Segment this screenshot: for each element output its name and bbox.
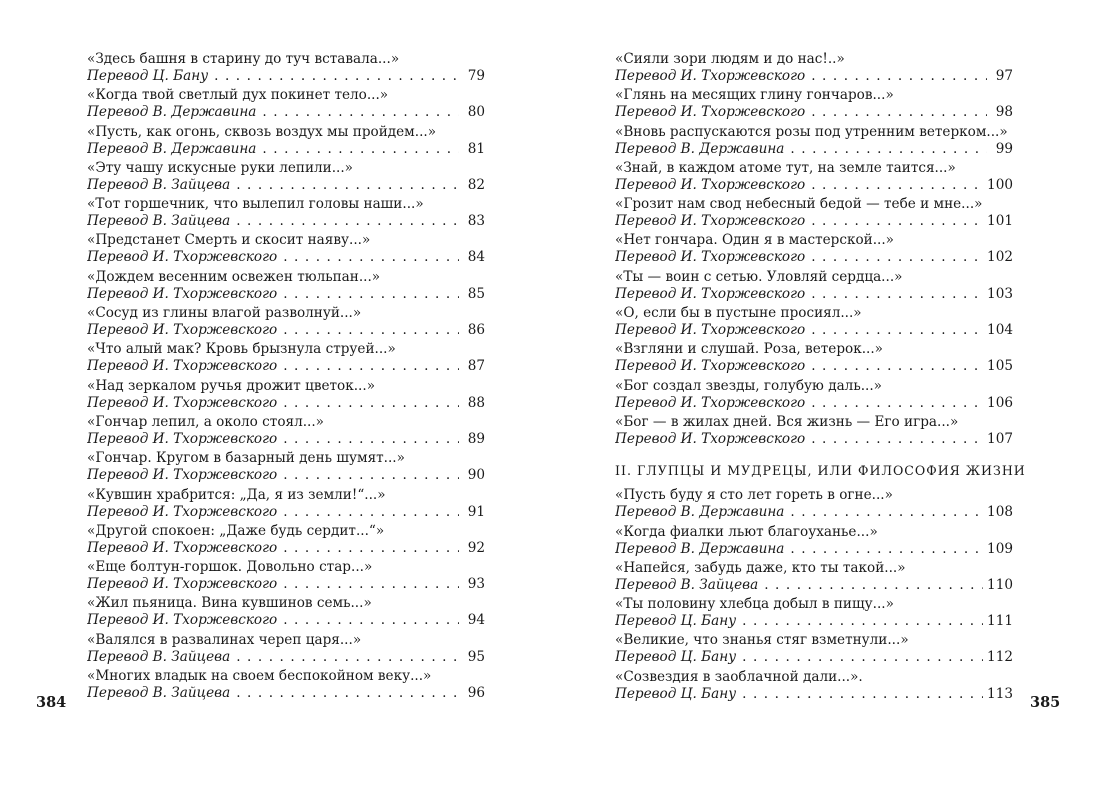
poem-first-line: «Нет гончара. Один я в мастерской...» [615, 232, 894, 249]
page-number-left: 384 [36, 694, 67, 711]
translator-line [87, 395, 485, 412]
right-entries [615, 51, 1013, 450]
poem-first-line: «Другой спокоен: „Даже будь сердит...“» [87, 522, 385, 539]
page-reference: 97 [995, 68, 1013, 84]
poem-first-line: «Вновь распускаются розы под утренним ветерком...» [615, 123, 1008, 140]
translator-line [87, 213, 485, 230]
poem-first-line: «Дождем весенним освежен тюльпан...» [87, 268, 381, 285]
toc-entry [87, 595, 485, 631]
toc-entry [615, 232, 1013, 268]
dot-leader [283, 286, 459, 303]
translator-line [615, 322, 1013, 339]
translator-line [87, 249, 485, 266]
toc-entry [615, 51, 1013, 87]
translator-name: Перевод И. Тхоржевского [615, 430, 806, 447]
translator-line [615, 141, 1013, 158]
translator-line [87, 141, 485, 158]
toc-entry [87, 305, 485, 341]
poem-first-line: «Что алый мак? Кровь брызнула струей...» [87, 341, 396, 358]
translator-name: Перевод И. Тхоржевского [87, 249, 278, 266]
page-reference: 107 [987, 430, 1013, 447]
page-reference: 100 [987, 176, 1013, 193]
toc-entry [615, 196, 1013, 232]
page-reference: 87 [467, 358, 485, 375]
translator-line [87, 104, 485, 121]
translator-line [87, 504, 485, 521]
dot-leader [283, 431, 459, 448]
page-reference: 93 [467, 576, 485, 593]
poem-first-line: «Взгляни и слушай. Роза, ветерок...» [615, 341, 883, 358]
dot-leader [283, 504, 459, 521]
translator-line [615, 104, 1013, 121]
page-reference: 89 [467, 430, 485, 447]
page-reference: 109 [987, 540, 1013, 557]
toc-entry [615, 269, 1013, 305]
page-reference: 102 [987, 249, 1013, 266]
poem-first-line: «Валялся в развалинах череп царя...» [87, 631, 362, 648]
page-reference: 80 [467, 104, 485, 121]
dot-leader [236, 649, 459, 666]
translator-name: Перевод Ц. Бану [615, 685, 737, 702]
toc-entry [615, 487, 1013, 523]
dot-leader [742, 613, 983, 630]
page-reference: 113 [987, 685, 1013, 702]
translator-name: Перевод И. Тхоржевского [615, 358, 806, 375]
translator-line [615, 504, 1013, 521]
page-reference: 90 [467, 467, 485, 484]
translator-line [87, 540, 485, 557]
dot-leader [811, 68, 987, 85]
dot-leader [764, 577, 983, 594]
toc-entry [615, 524, 1013, 560]
poem-first-line: «Над зеркалом ручья дрожит цветок...» [87, 377, 376, 394]
right-toc-column [615, 51, 1026, 705]
poem-first-line: «Многих владык на своем беспокойном веку...» [87, 668, 432, 685]
translator-name: Перевод В. Державина [615, 140, 785, 157]
poem-first-line: «Когда фиалки льют благоуханье...» [615, 523, 878, 540]
page-reference: 81 [467, 140, 485, 157]
dot-leader [790, 541, 983, 558]
toc-entry [87, 232, 485, 268]
translator-name: Перевод И. Тхоржевского [87, 394, 278, 411]
dot-leader [214, 68, 459, 85]
translator-name: Перевод И. Тхоржевского [87, 576, 278, 593]
page-reference: 104 [987, 322, 1013, 339]
page-reference: 96 [467, 685, 485, 702]
translator-name: Перевод В. Державина [87, 140, 257, 157]
section-heading: II. ГЛУПЦЫ И МУДРЕЦЫ, ИЛИ ФИЛОСОФИЯ ЖИЗНИ [615, 463, 1026, 479]
translator-line [615, 358, 1013, 375]
poem-first-line: «Ты — воин с сетью. Уловляй сердца...» [615, 268, 903, 285]
translator-name: Перевод И. Тхоржевского [615, 394, 806, 411]
translator-name: Перевод И. Тхоржевского [87, 358, 278, 375]
toc-entry [87, 668, 485, 704]
left-toc-column [87, 51, 485, 704]
translator-name: Перевод В. Зайцева [87, 648, 231, 665]
dot-leader [811, 395, 983, 412]
toc-entry [87, 51, 485, 87]
toc-entry [615, 124, 1013, 160]
page-reference: 108 [987, 504, 1013, 521]
translator-line [87, 431, 485, 448]
page-number-right: 385 [1030, 694, 1061, 711]
dot-leader [811, 249, 983, 266]
page-reference: 91 [467, 503, 485, 520]
page-reference: 82 [467, 176, 485, 193]
right-page [550, 0, 1100, 789]
translator-name: Перевод И. Тхоржевского [615, 285, 806, 302]
toc-entry [615, 305, 1013, 341]
page-reference: 92 [467, 539, 485, 556]
toc-entry [87, 450, 485, 486]
dot-leader [283, 249, 459, 266]
dot-leader [283, 395, 459, 412]
page-reference: 99 [995, 140, 1013, 157]
translator-line [615, 286, 1013, 303]
poem-first-line: «Жил пьяница. Вина кувшинов семь...» [87, 595, 372, 612]
translator-line [615, 249, 1013, 266]
translator-line [87, 358, 485, 375]
page-reference: 85 [467, 285, 485, 302]
translator-name: Перевод В. Зайцева [87, 176, 231, 193]
dot-leader [742, 649, 983, 666]
dot-leader [283, 358, 459, 375]
translator-name: Перевод И. Тхоржевского [87, 539, 278, 556]
translator-name: Перевод В. Зайцева [87, 685, 231, 702]
translator-name: Перевод Ц. Бану [87, 68, 209, 84]
translator-line [87, 286, 485, 303]
dot-leader [790, 504, 983, 521]
poem-first-line: «Гончар лепил, а около стоял...» [87, 413, 324, 430]
poem-first-line: «Знай, в каждом атоме тут, на земле таится...» [615, 159, 956, 176]
poem-first-line: «Пусть, как огонь, сквозь воздух мы пройдем...» [87, 123, 437, 140]
poem-first-line: «Еще болтун-горшок. Довольно стар...» [87, 559, 373, 576]
translator-name: Перевод И. Тхоржевского [615, 104, 806, 121]
translator-name: Перевод И. Тхоржевского [615, 249, 806, 266]
toc-entry [615, 378, 1013, 414]
translator-line [615, 613, 1013, 630]
dot-leader [283, 467, 459, 484]
translator-line [615, 649, 1013, 666]
translator-line [87, 612, 485, 629]
translator-name: Перевод Ц. Бану [615, 613, 737, 630]
translator-line [87, 649, 485, 666]
translator-name: Перевод В. Державина [615, 540, 785, 557]
poem-first-line: «Грозит нам свод небесный бедой — тебе и мне...» [615, 196, 983, 213]
page-reference: 103 [987, 285, 1013, 302]
poem-first-line: «Кувшин храбрится: „Да, я из земли!“...» [87, 486, 386, 503]
translator-name: Перевод И. Тхоржевского [615, 322, 806, 339]
dot-leader [811, 177, 983, 194]
toc-entry [87, 414, 485, 450]
translator-line [615, 213, 1013, 230]
poem-first-line: «Эту чашу искусные руки лепили...» [87, 159, 353, 176]
translator-line [87, 177, 485, 194]
page-reference: 110 [987, 576, 1013, 593]
translator-name: Перевод Ц. Бану [615, 649, 737, 666]
toc-entry [87, 378, 485, 414]
dot-leader [236, 685, 459, 702]
dot-leader [283, 322, 459, 339]
poem-first-line: «Гончар. Кругом в базарный день шумят...» [87, 450, 405, 467]
translator-line [87, 68, 485, 85]
dot-leader [262, 104, 459, 121]
dot-leader [790, 141, 987, 158]
poem-first-line: «Здесь башня в старину до туч вставала...» [87, 51, 400, 67]
translator-line [87, 576, 485, 593]
dot-leader [742, 686, 983, 703]
dot-leader [236, 177, 459, 194]
toc-entry [615, 632, 1013, 668]
toc-entry [615, 596, 1013, 632]
translator-name: Перевод И. Тхоржевского [615, 68, 806, 84]
translator-line [615, 686, 1013, 703]
poem-first-line: «Великие, что знанья стяг взметнули...» [615, 632, 909, 649]
translator-name: Перевод В. Державина [615, 504, 785, 521]
page-reference: 101 [987, 213, 1013, 230]
translator-line [615, 177, 1013, 194]
translator-line [87, 685, 485, 702]
page-reference: 106 [987, 394, 1013, 411]
toc-entry [87, 269, 485, 305]
translator-name: Перевод В. Державина [87, 104, 257, 121]
dot-leader [283, 540, 459, 557]
page-reference: 83 [467, 213, 485, 230]
toc-entry [87, 87, 485, 123]
dot-leader [811, 358, 983, 375]
page-reference: 94 [467, 612, 485, 629]
poem-first-line: «Глянь на месящих глину гончаров...» [615, 87, 894, 104]
translator-line [615, 395, 1013, 412]
page-reference: 88 [467, 394, 485, 411]
translator-line [615, 577, 1013, 594]
page-reference: 95 [467, 648, 485, 665]
translator-name: Перевод И. Тхоржевского [87, 322, 278, 339]
poem-first-line: «Сосуд из глины влагой разволнуй...» [87, 305, 362, 322]
poem-first-line: «Предстанет Смерть и скосит наяву...» [87, 232, 371, 249]
toc-entry [87, 559, 485, 595]
translator-line [615, 431, 1013, 448]
toc-entry [87, 160, 485, 196]
poem-first-line: «Сияли зори людям и до нас!..» [615, 51, 845, 67]
toc-entry [87, 632, 485, 668]
toc-entry [87, 523, 485, 559]
toc-entry [87, 196, 485, 232]
translator-name: Перевод И. Тхоржевского [87, 612, 278, 629]
toc-entry [87, 341, 485, 377]
translator-name: Перевод В. Зайцева [87, 213, 231, 230]
poem-first-line: «Когда твой светлый дух покинет тело...» [87, 87, 389, 104]
translator-name: Перевод И. Тхоржевского [615, 176, 806, 193]
translator-name: Перевод И. Тхоржевского [87, 467, 278, 484]
page-reference: 98 [995, 104, 1013, 121]
translator-line [615, 68, 1013, 85]
poem-first-line: «Ты половину хлебца добыл в пищу...» [615, 596, 894, 613]
poem-first-line: «Тот горшечник, что вылепил головы наши...» [87, 196, 424, 213]
dot-leader [811, 213, 983, 230]
page-reference: 84 [467, 249, 485, 266]
poem-first-line: «Бог создал звезды, голубую даль...» [615, 377, 883, 394]
translator-name: Перевод И. Тхоржевского [87, 430, 278, 447]
toc-entry [615, 160, 1013, 196]
page-reference: 105 [987, 358, 1013, 375]
page-reference: 86 [467, 322, 485, 339]
toc-entry [615, 414, 1013, 450]
section-entries [615, 487, 1013, 705]
dot-leader [262, 141, 459, 158]
poem-first-line: «Пусть буду я сто лет гореть в огне...» [615, 487, 893, 504]
translator-name: Перевод И. Тхоржевского [87, 503, 278, 520]
toc-entry [87, 124, 485, 160]
poem-first-line: «Созвездия в заоблачной дали...». [615, 668, 863, 685]
dot-leader [236, 213, 459, 230]
translator-name: Перевод И. Тхоржевского [87, 285, 278, 302]
toc-entry [615, 341, 1013, 377]
dot-leader [283, 612, 459, 629]
dot-leader [811, 104, 987, 121]
dot-leader [283, 576, 459, 593]
page-reference: 111 [987, 613, 1013, 630]
page-reference: 112 [987, 649, 1013, 666]
poem-first-line: «Напейся, забудь даже, кто ты такой...» [615, 559, 906, 576]
dot-leader [811, 286, 983, 303]
dot-leader [811, 431, 983, 448]
translator-name: Перевод И. Тхоржевского [615, 213, 806, 230]
page-reference: 79 [467, 68, 485, 84]
toc-entry [615, 87, 1013, 123]
translator-line [87, 322, 485, 339]
toc-entry [87, 487, 485, 523]
poem-first-line: «Бог — в жилах дней. Вся жизнь — Его игра...» [615, 413, 959, 430]
translator-name: Перевод В. Зайцева [615, 576, 759, 593]
translator-line [87, 467, 485, 484]
toc-entry [615, 669, 1013, 705]
poem-first-line: «О, если бы в пустыне просиял...» [615, 305, 862, 322]
translator-line [615, 541, 1013, 558]
dot-leader [811, 322, 983, 339]
toc-entry [615, 560, 1013, 596]
